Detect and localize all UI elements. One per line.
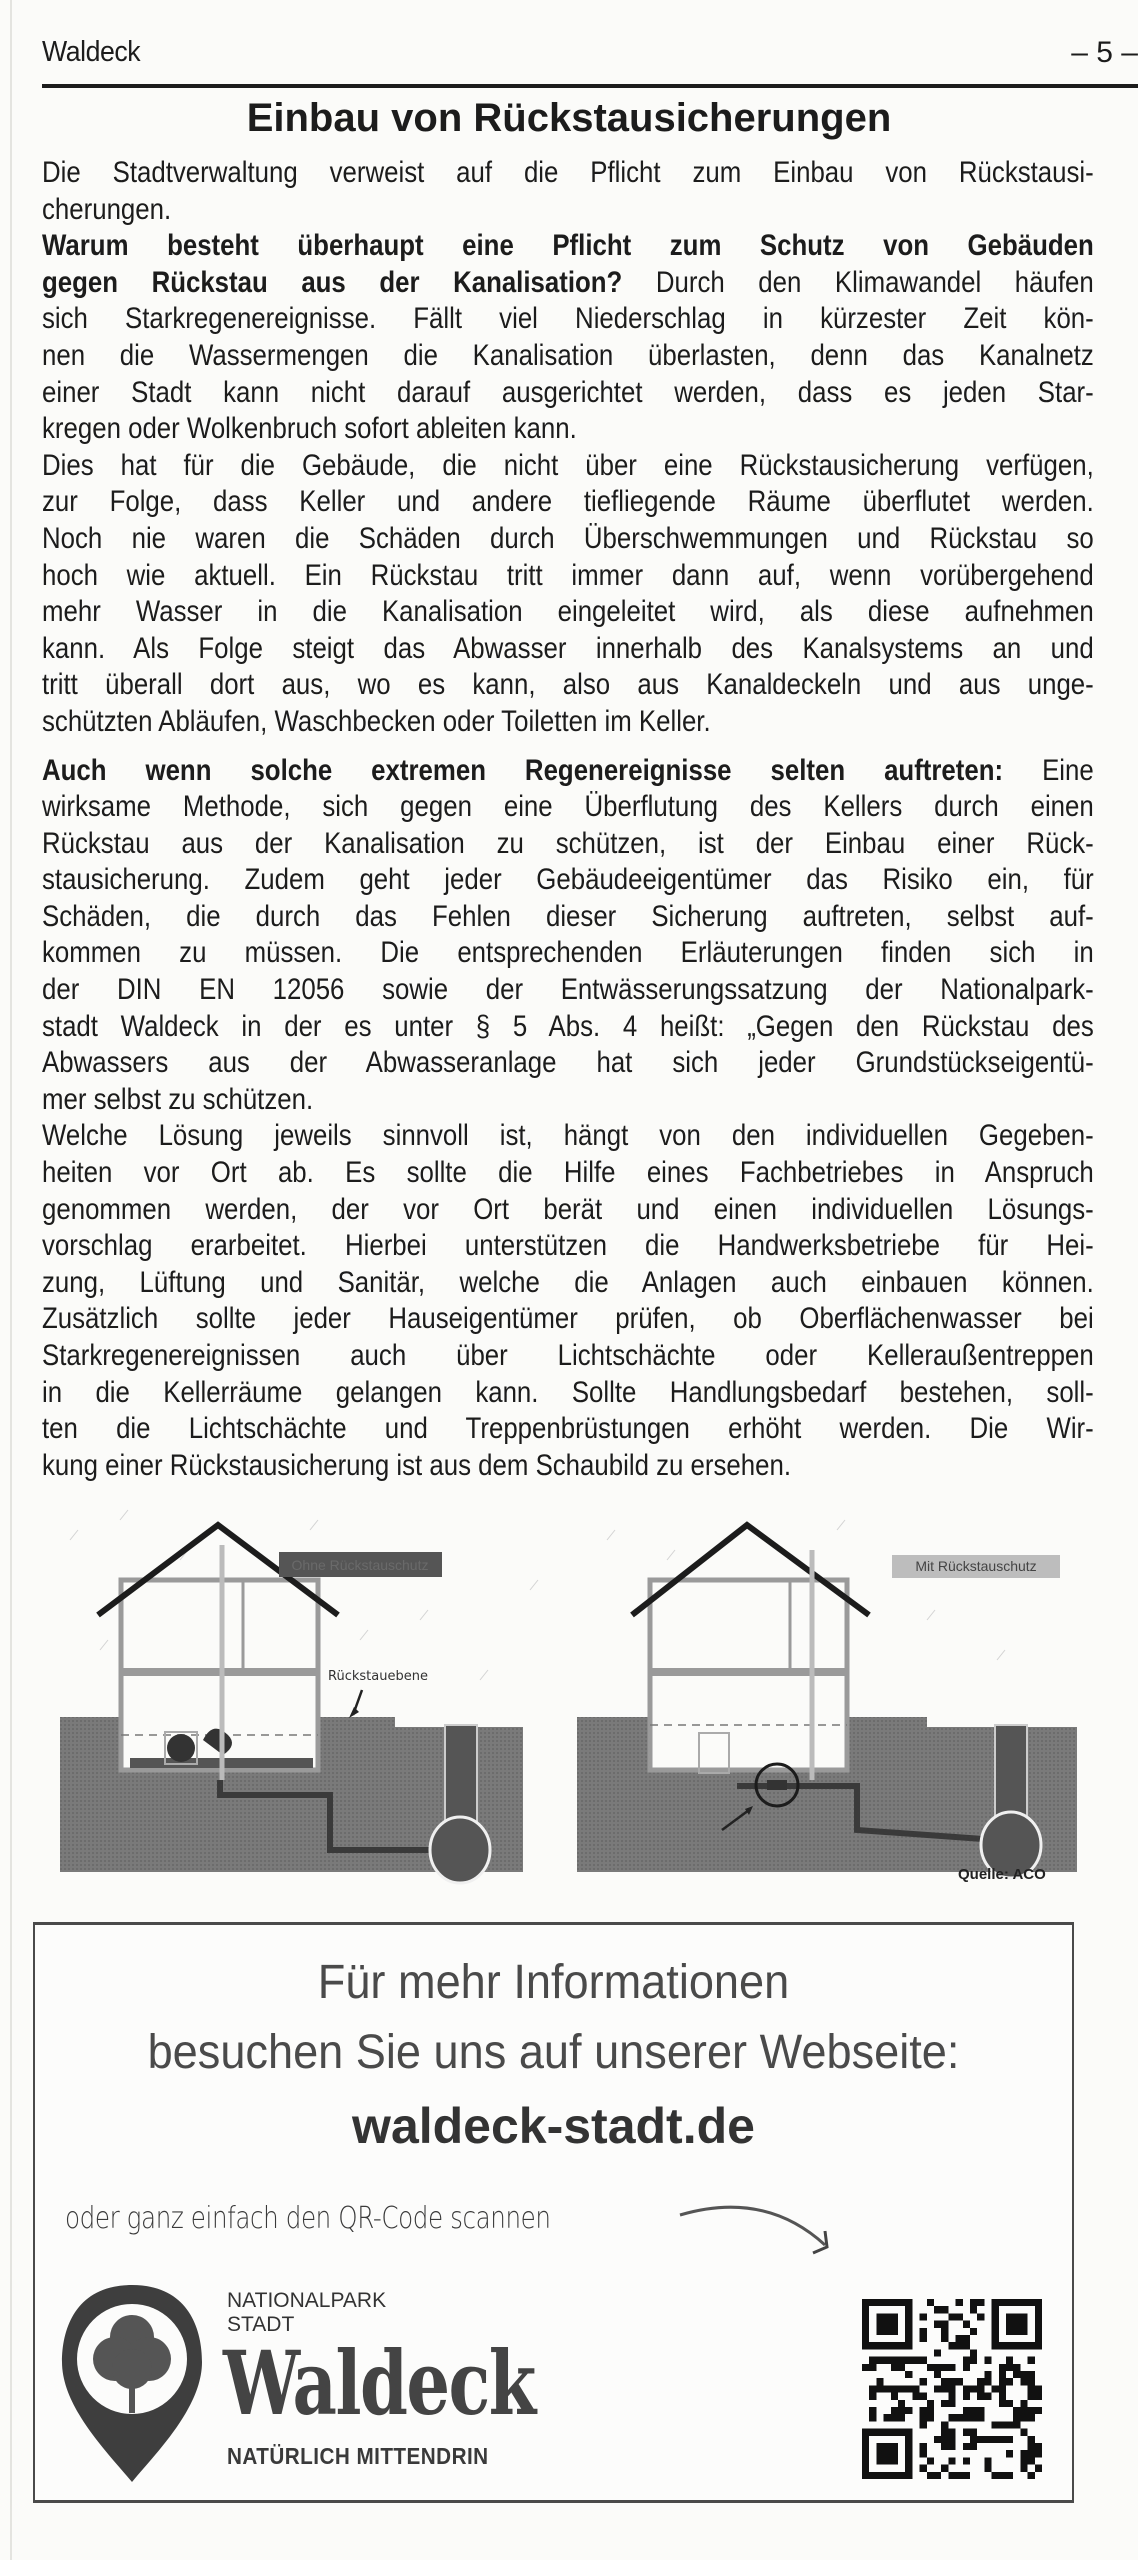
article-text: Welche Lösung jeweils sinnvoll ist, hängt von den individuellen Gegeben- [42, 1119, 1094, 1153]
page-header [42, 32, 1138, 82]
article-text: Eine [1003, 753, 1094, 787]
article-line [42, 375, 1094, 412]
backflow-level-label: Rückstauebene [328, 1669, 428, 1684]
article-line [42, 862, 1094, 899]
article-line [42, 1009, 1094, 1046]
article-line [42, 1082, 1094, 1119]
article-line [42, 484, 1094, 521]
website-link[interactable]: waldeck-stadt.de [352, 2098, 755, 2154]
article-text: Abwassers aus der Abwasseranlage hat sich jeder Grundstückseigentü- [42, 1046, 1094, 1080]
article-text: heiten vor Ort ab. Es sollte die Hilfe eines Fachbetriebes in Anspruch [42, 1156, 1094, 1190]
article-text: Starkregenereignissen auch über Lichtschächte oder Kelleraußentreppen [42, 1339, 1094, 1372]
article-title: Einbau von Rückstausicherungen [246, 96, 892, 140]
backflow-diagram [60, 1500, 1100, 1890]
diagram-svg [60, 1500, 1100, 1890]
header-rule [42, 84, 1138, 88]
left-panel [60, 1510, 538, 1883]
logo-nationalpark: NATIONALPARK [227, 2289, 387, 2312]
article-line [42, 192, 1094, 229]
article-line [42, 411, 1094, 448]
left-sewer-main [430, 1817, 490, 1883]
article-text: kann. Als Folge steigt das Abwasser innerhalb des Kanalsystems an und [42, 631, 1094, 665]
article-line [42, 789, 1094, 826]
right-panel-label: Mit Rückstauschutz [915, 1558, 1037, 1574]
article-text: hoch wie aktuell. Ein Rückstau tritt immer dann auf, wenn vorübergehend [42, 558, 1094, 592]
article-lead-in: gegen Rückstau aus der Kanalisation? [42, 265, 623, 299]
info-subheading: besuchen Sie uns auf unserer Webseite: [147, 2026, 960, 2079]
washing-machine-icon [167, 1734, 195, 1762]
map-pin-tree-icon [57, 2277, 207, 2487]
article-line [42, 1411, 1094, 1448]
article-text: kommen zu müssen. Die entsprechenden Erläuterungen finden sich in [42, 936, 1094, 970]
article-text: Schäden, die durch das Fehlen dieser Sicherung auftreten, selbst auf- [42, 899, 1094, 933]
article-line [42, 972, 1094, 1009]
article-text: Durch den Klimawandel häufen [622, 265, 1094, 299]
article-text: vorschlag erarbeitet. Hierbei unterstützen die Handwerksbetriebe für Hei- [42, 1229, 1094, 1263]
article-text: zur Folge, dass Keller und andere tiefliegende Räume überflutet werden. [42, 485, 1094, 519]
article-line [42, 558, 1094, 595]
article-text: Rückstau aus der Kanalisation zu schützen, ist der Einbau einer Rück- [42, 826, 1094, 860]
article-line [42, 1118, 1094, 1155]
article-lead-in: Auch wenn solche extremen Regenereignisse selten auftreten: [42, 753, 1004, 787]
article-text: Dies hat für die Gebäude, die nicht über eine Rückstausicherung verfügen, [42, 448, 1094, 482]
paragraph-gap [42, 741, 1094, 753]
logo-tagline: NATÜRLICH MITTENDRIN [227, 2443, 489, 2469]
article-text: mer selbst zu schützen. [42, 1082, 314, 1116]
article-text: cherungen. [42, 192, 172, 226]
qr-code[interactable] [857, 2299, 1047, 2479]
figure-credit: Quelle: ACO [958, 1866, 1046, 1883]
article-line [42, 1301, 1094, 1338]
article-line [42, 1338, 1094, 1375]
article-text: stausicherung. Zudem geht jeder Gebäudeeigentümer das Risiko ein, für [42, 863, 1094, 897]
article-line [42, 826, 1094, 863]
article-line [42, 1448, 1094, 1485]
article-text: ten die Lichtschächte und Treppenbrüstungen erhöht werden. Die Wir- [42, 1412, 1094, 1446]
backflow-valve-icon [767, 1780, 787, 1790]
article-text: in die Kellerräume gelangen kann. Sollte Handlungsbedarf bestehen, soll- [42, 1375, 1094, 1409]
page-edge [10, 0, 12, 2560]
article-text: mehr Wasser in die Kanalisation eingeleitet wird, als diese aufnehmen [42, 595, 1094, 629]
article-line [42, 1045, 1094, 1082]
article-body [42, 155, 1094, 1484]
article-text: sich Starkregenereignisse. Fällt viel Niederschlag in kürzester Zeit kön- [42, 302, 1094, 336]
article-line [42, 935, 1094, 972]
article-line [42, 667, 1094, 704]
article-line [42, 301, 1094, 338]
waldeck-logo [57, 2277, 577, 2487]
left-panel-label: Ohne Rückstauschutz [291, 1557, 429, 1573]
article-line [42, 899, 1094, 936]
article-line [42, 338, 1094, 375]
article-text: schützten Abläufen, Waschbecken oder Toiletten im Keller. [42, 704, 711, 738]
article-line [42, 1228, 1094, 1265]
article-text: kung einer Rückstausicherung ist aus dem Schaubild zu ersehen. [42, 1448, 791, 1482]
curved-arrow-icon [675, 2195, 875, 2275]
article-text: Noch nie waren die Schäden durch Überschwemmungen und Rückstau so [42, 521, 1094, 555]
info-heading: Für mehr Informationen [317, 1956, 790, 2009]
info-box [33, 1922, 1074, 2503]
article-line [42, 1265, 1094, 1302]
article-line [42, 1375, 1094, 1412]
article-line [42, 521, 1094, 558]
article-text: Die Stadtverwaltung verweist auf die Pflicht zum Einbau von Rückstausi- [42, 156, 1094, 189]
article-line [42, 631, 1094, 668]
page-number: – 5 – [1071, 36, 1138, 69]
article-line [42, 265, 1094, 302]
article-text: tritt überall dort aus, wo es kann, also aus Kanaldeckeln und aus unge- [42, 668, 1094, 702]
article-text: stadt Waldeck in der es unter § 5 Abs. 4 heißt: „Gegen den Rückstau des [42, 1009, 1094, 1043]
article-line [42, 594, 1094, 631]
article-text: wirksame Methode, sich gegen eine Überflutung des Kellers durch einen [42, 790, 1094, 824]
article-line [42, 1192, 1094, 1229]
article-line [42, 155, 1094, 192]
article-line [42, 228, 1094, 265]
article-text: genommen werden, der vor Ort berät und einen individuellen Lösungs- [42, 1192, 1094, 1226]
logo-wordmark: Waldeck [223, 2331, 535, 2435]
article-line [42, 704, 1094, 741]
article-text: einer Stadt kann nicht darauf ausgerichtet werden, dass es jeden Star- [42, 375, 1094, 409]
article-text: zung, Lüftung und Sanitär, welche die Anlagen auch einbauen können. [42, 1265, 1094, 1299]
right-panel [577, 1520, 1077, 1878]
qr-hint: oder ganz einfach den QR-Code scannen [65, 2201, 551, 2236]
article-lead-in: Warum besteht überhaupt eine Pflicht zum Schutz von Gebäuden [42, 229, 1094, 263]
logo-stadt: STADT [227, 2313, 295, 2336]
section-name: Waldeck [42, 36, 141, 68]
article-text: kregen oder Wolkenbruch sofort ableiten kann. [42, 412, 577, 446]
article-text: der DIN EN 12056 sowie der Entwässerungssatzung der Nationalpark- [42, 973, 1094, 1007]
article-line [42, 448, 1094, 485]
article-line [42, 1155, 1094, 1192]
article-text: Zusätzlich sollte jeder Hauseigentümer prüfen, ob Oberflächenwasser bei [42, 1302, 1094, 1336]
article-text: nen die Wassermengen die Kanalisation überlasten, denn das Kanalnetz [42, 338, 1094, 372]
article-line [42, 753, 1094, 790]
